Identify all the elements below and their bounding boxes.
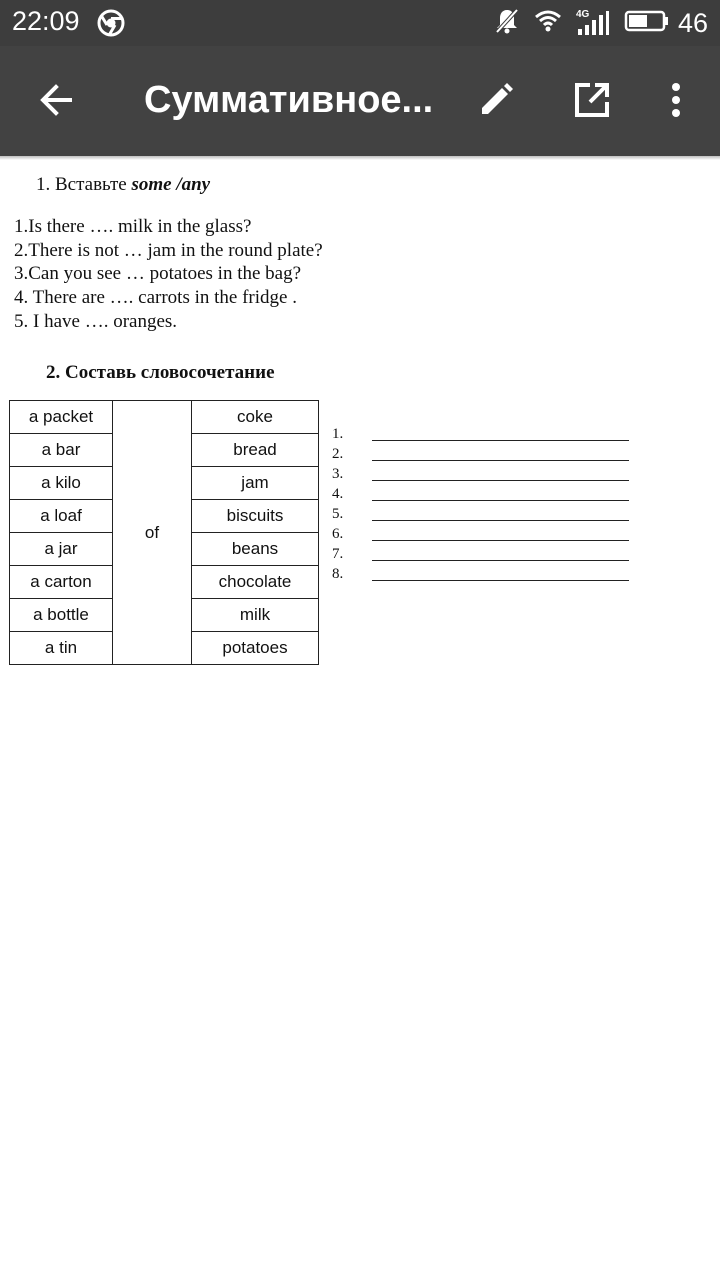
container-cell: a bottle: [10, 599, 113, 632]
blank-line: [372, 520, 629, 521]
status-bar: [0, 0, 720, 46]
food-cell: bread: [192, 434, 319, 467]
task1-heading-keywords: some /any: [131, 174, 211, 195]
blank-line: [372, 500, 629, 501]
pencil-icon: [476, 80, 516, 120]
answer-number: 4.: [332, 486, 344, 502]
word-table: [9, 400, 319, 665]
container-cell: a carton: [10, 566, 113, 599]
container-cell: a kilo: [10, 467, 113, 500]
blank-line: [372, 480, 629, 481]
answer-line-7: [332, 546, 632, 566]
arrow-back-icon: [36, 80, 76, 120]
answer-line-6: [332, 526, 632, 546]
answer-line-2: [332, 446, 632, 466]
answer-line-5: [332, 506, 632, 526]
container-cell: a bar: [10, 434, 113, 467]
task2-heading: 2. Составь словосочетание: [46, 362, 275, 383]
container-cell: a packet: [10, 401, 113, 434]
container-cell: a jar: [10, 533, 113, 566]
open-external-icon: [572, 80, 612, 120]
battery-level: 46: [677, 7, 708, 38]
answer-number: 2.: [332, 446, 344, 462]
food-cell: milk: [192, 599, 319, 632]
food-cell: coke: [192, 401, 319, 434]
blank-line: [372, 460, 629, 461]
document-title: Суммативное...: [144, 79, 434, 121]
chrome-icon: [97, 9, 125, 42]
answer-number: 5.: [332, 506, 344, 522]
answer-line-4: [332, 486, 632, 506]
back-button[interactable]: [32, 76, 80, 124]
container-cell: a tin: [10, 632, 113, 665]
task1-heading: [36, 174, 210, 196]
blank-line: [372, 580, 629, 581]
signal-icon: [576, 9, 610, 37]
status-time: 22:09: [12, 6, 80, 36]
food-cell: beans: [192, 533, 319, 566]
food-cell: potatoes: [192, 632, 319, 665]
container-cell: a loaf: [10, 500, 113, 533]
battery-icon: [624, 9, 670, 38]
blank-line: [372, 440, 629, 441]
blank-line: [372, 560, 629, 561]
answer-number: 6.: [332, 526, 344, 542]
more-options-button[interactable]: [652, 76, 700, 124]
edit-button[interactable]: [472, 76, 520, 124]
food-cell: chocolate: [192, 566, 319, 599]
sentence-5: 5. I have …. oranges.: [14, 311, 178, 332]
sentence-1: 1.Is there …. milk in the glass?: [14, 216, 252, 237]
document-page: [0, 160, 720, 1280]
food-cell: jam: [192, 467, 319, 500]
network-type: 4G: [575, 9, 590, 20]
answer-line-8: [332, 566, 632, 586]
open-external-button[interactable]: [568, 76, 616, 124]
answer-line-1: [332, 426, 632, 446]
of-cell: of: [113, 401, 192, 665]
sentence-4: 4. There are …. carrots in the fridge .: [14, 287, 297, 308]
answer-line-3: [332, 466, 632, 486]
more-vert-icon: [668, 80, 684, 120]
blank-line: [372, 540, 629, 541]
answer-number: 7.: [332, 546, 344, 562]
app-bar: [0, 46, 720, 156]
table-row: [10, 401, 319, 434]
food-cell: biscuits: [192, 500, 319, 533]
answer-number: 8.: [332, 566, 344, 582]
wifi-icon: [534, 9, 562, 38]
notifications-off-icon: [494, 7, 520, 40]
sentence-3: 3.Can you see … potatoes in the bag?: [14, 263, 302, 284]
task1-heading-text: 1. Вставьте: [36, 174, 132, 195]
sentence-2: 2.There is not … jam in the round plate?: [14, 240, 323, 261]
answer-number: 3.: [332, 466, 344, 482]
answer-number: 1.: [332, 426, 344, 442]
